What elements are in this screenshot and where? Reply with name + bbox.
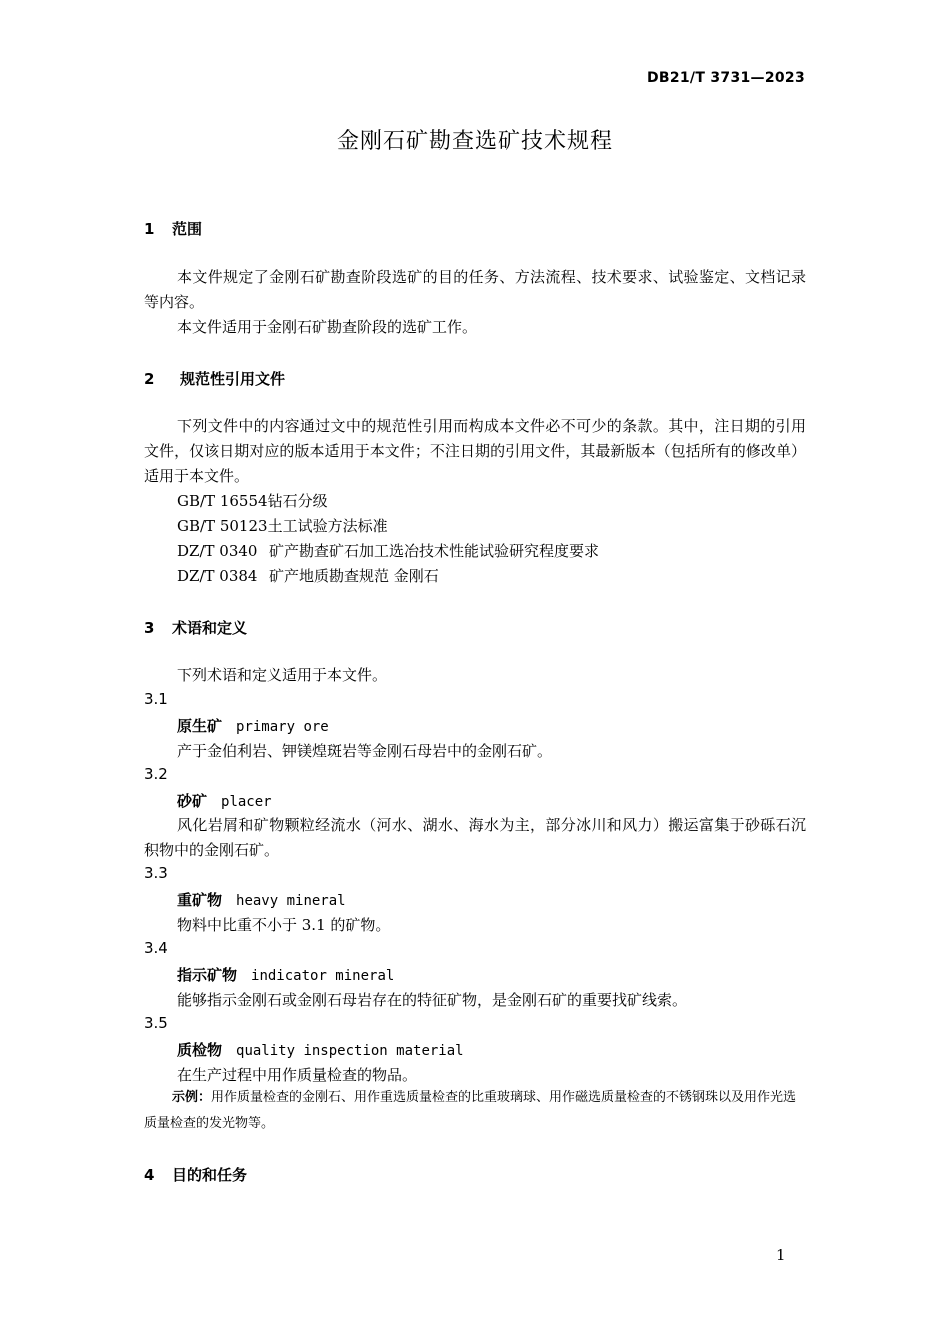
reference-title: 土工试验方法标准 <box>267 517 388 535</box>
clause-number: 3.1 <box>144 690 168 708</box>
section-number: 1 <box>144 220 155 238</box>
section-number: 3 <box>144 619 155 637</box>
reference-code: DZ/T 0384 <box>177 567 258 585</box>
term-definition: 产于金伯利岩、钾镁煌斑岩等金刚石母岩中的金刚石矿。 <box>177 742 553 760</box>
term-english: placer <box>221 794 272 810</box>
term-definition: 能够指示金刚石或金刚石母岩存在的特征矿物，是金刚石矿的重要找矿线索。 <box>177 991 688 1009</box>
paragraph: 本文件适用于金刚石矿勘查阶段的选矿工作。 <box>177 318 478 336</box>
reference-title: 矿产地质勘查规范 金刚石 <box>269 567 439 585</box>
term-entry <box>177 889 346 910</box>
term-entry <box>177 715 329 736</box>
reference-item <box>177 540 599 561</box>
term-english: quality inspection material <box>236 1043 464 1059</box>
reference-item <box>177 565 439 586</box>
paragraph: 下列文件中的内容通过文中的规范性引用而构成本文件必不可少的条款。其中，注日期的引用文件，仅该日期对应的版本适用于本文件；不注日期的引用文件，其最新版本（包括所有的修改单）适用于本文件。 <box>144 417 806 485</box>
reference-code: DZ/T 0340 <box>177 542 258 560</box>
term-entry <box>177 964 394 985</box>
section-2-heading <box>144 368 285 389</box>
document-code: DB21/T 3731—2023 <box>646 70 805 86</box>
term-chinese: 砂矿 <box>177 792 208 810</box>
term-chinese: 指示矿物 <box>177 966 238 984</box>
clause-number: 3.5 <box>144 1014 168 1032</box>
reference-item <box>177 515 388 536</box>
example-note <box>144 1085 806 1137</box>
term-definition: 风化岩屑和矿物颗粒经流水（河水、湖水、海水为主，部分冰川和风力）搬运富集于砂砾石沉积物中的金刚石矿。 <box>144 816 806 859</box>
clause-number: 3.2 <box>144 765 168 783</box>
example-label: 示例： <box>172 1090 212 1105</box>
term-entry <box>177 1039 464 1060</box>
section-title: 术语和定义 <box>172 619 248 637</box>
section-title: 目的和任务 <box>172 1166 248 1184</box>
term-chinese: 质检物 <box>177 1041 223 1059</box>
section-3-heading <box>144 617 247 638</box>
section-title: 规范性引用文件 <box>180 370 286 388</box>
example-text: 用作质量检查的金刚石、用作重选质量检查的比重玻璃球、用作磁选质量检查的不锈钢珠以及用作光选质量检查的发光物等。 <box>144 1090 797 1131</box>
term-english: heavy mineral <box>236 893 346 909</box>
term-english: primary ore <box>236 719 329 735</box>
term-english: indicator mineral <box>251 968 395 984</box>
term-chinese: 原生矿 <box>177 717 223 735</box>
term-definition: 物料中比重不小于 3.1 的矿物。 <box>177 916 391 934</box>
reference-title: 矿产勘查矿石加工选冶技术性能试验研究程度要求 <box>269 542 600 560</box>
reference-code: GB/T 16554 <box>177 492 268 510</box>
reference-item <box>177 490 328 511</box>
section-title: 范围 <box>172 220 203 238</box>
term-definition: 在生产过程中用作质量检查的物品。 <box>177 1066 418 1084</box>
reference-title: 钻石分级 <box>267 492 328 510</box>
document-title: 金刚石矿勘查选矿技术规程 <box>336 129 613 154</box>
section-1-heading <box>144 218 202 239</box>
reference-code: GB/T 50123 <box>177 517 268 535</box>
section-4-heading <box>144 1164 247 1185</box>
paragraph: 本文件规定了金刚石矿勘查阶段选矿的目的任务、方法流程、技术要求、试验鉴定、文档记录等内容。 <box>144 268 806 311</box>
paragraph: 下列术语和定义适用于本文件。 <box>177 666 388 684</box>
section-number: 2 <box>144 370 155 388</box>
clause-number: 3.3 <box>144 864 168 882</box>
term-entry <box>177 790 272 811</box>
page-number: 1 <box>776 1246 786 1264</box>
clause-number: 3.4 <box>144 939 168 957</box>
term-chinese: 重矿物 <box>177 891 223 909</box>
section-number: 4 <box>144 1166 155 1184</box>
